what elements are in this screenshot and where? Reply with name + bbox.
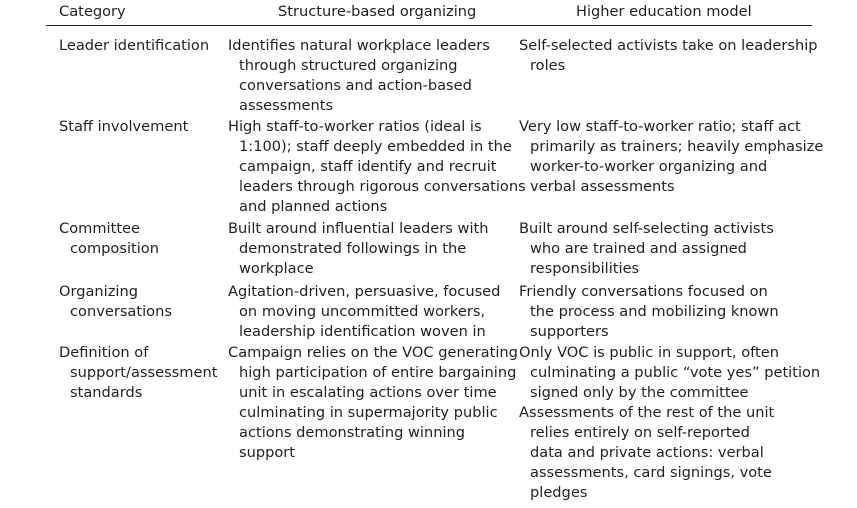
cell-line: Self-selected activists take on leadership: [519, 37, 818, 54]
cell-line: Only VOC is public in support, often: [519, 344, 779, 361]
cell-line: Identifies natural workplace leaders: [228, 37, 490, 54]
cell-line: unit in escalating actions over time: [239, 384, 497, 401]
cell-line: relies entirely on self-reported: [530, 424, 750, 441]
cell-line: assessments: [239, 97, 334, 114]
cell-line: standards: [70, 384, 143, 401]
cell-line: the process and mobilizing known: [530, 303, 779, 320]
cell-line: actions demonstrating winning: [239, 424, 466, 441]
cell-line: support/assessment: [70, 364, 218, 381]
cell-higher-ed: [519, 219, 774, 279]
cell-structure: [228, 117, 526, 217]
cell-line: who are trained and assigned: [530, 240, 747, 257]
header-higher-education: Higher education model: [576, 3, 752, 20]
header-category: Category: [59, 3, 126, 20]
cell-line: Agitation-driven, persuasive, focused: [228, 283, 501, 300]
cell-line: Built around influential leaders with: [228, 220, 489, 237]
cell-line: Definition of: [59, 344, 149, 361]
cell-structure: [228, 282, 500, 342]
cell-higher-ed: [519, 36, 818, 76]
cell-line: demonstrated followings in the: [239, 240, 467, 257]
cell-higher-ed: [519, 117, 823, 197]
cell-line: conversations: [70, 303, 172, 320]
header-divider: [46, 25, 812, 26]
cell-line: high participation of entire bargaining: [239, 364, 517, 381]
cell-line: supporters: [530, 323, 609, 340]
cell-line: leadership identification woven in: [239, 323, 486, 340]
cell-higher-ed: [519, 282, 779, 342]
cell-line: primarily as trainers; heavily emphasize: [530, 138, 824, 155]
cell-line: campaign, staff identify and recruit: [239, 158, 497, 175]
cell-structure: [228, 219, 489, 279]
cell-line: culminating a public “vote yes” petition: [530, 364, 821, 381]
cell-line: Committee: [59, 220, 141, 237]
cell-line: signed only by the committee: [530, 384, 749, 401]
cell-category: [59, 343, 217, 403]
cell-line: Very low staff-to-worker ratio; staff act: [519, 118, 801, 135]
cell-line: roles: [530, 57, 566, 74]
cell-category: [59, 36, 209, 56]
cell-line: support: [239, 444, 296, 461]
cell-structure: [228, 343, 518, 463]
cell-line: composition: [70, 240, 159, 257]
cell-line: leaders through rigorous conversations: [239, 178, 526, 195]
cell-category: [59, 117, 188, 137]
cell-line: pledges: [530, 484, 588, 501]
cell-category: [59, 219, 159, 259]
cell-line: worker-to-worker organizing and: [530, 158, 768, 175]
cell-line: on moving uncommitted workers,: [239, 303, 486, 320]
cell-line: assessments, card signings, vote: [530, 464, 772, 481]
cell-line: Friendly conversations focused on: [519, 283, 768, 300]
cell-line: workplace: [239, 260, 314, 277]
cell-line: responsibilities: [530, 260, 640, 277]
cell-line: Staff involvement: [59, 118, 189, 135]
cell-category: [59, 282, 172, 322]
cell-line: Organizing: [59, 283, 138, 300]
cell-line: Built around self-selecting activists: [519, 220, 774, 237]
cell-line: Assessments of the rest of the unit: [519, 404, 775, 421]
cell-higher-ed: [519, 343, 820, 503]
cell-line: Campaign relies on the VOC generating: [228, 344, 518, 361]
cell-structure: [228, 36, 490, 116]
header-structure-based: Structure-based organizing: [278, 3, 477, 20]
cell-line: conversations and action-based: [239, 77, 472, 94]
cell-line: through structured organizing: [239, 57, 458, 74]
cell-line: High staff-to-worker ratios (ideal is: [228, 118, 482, 135]
cell-line: culminating in supermajority public: [239, 404, 498, 421]
cell-line: data and private actions: verbal: [530, 444, 764, 461]
cell-line: and planned actions: [239, 198, 388, 215]
cell-line: verbal assessments: [530, 178, 675, 195]
cell-line: Leader identification: [59, 37, 210, 54]
cell-line: 1:100); staff deeply embedded in the: [239, 138, 512, 155]
